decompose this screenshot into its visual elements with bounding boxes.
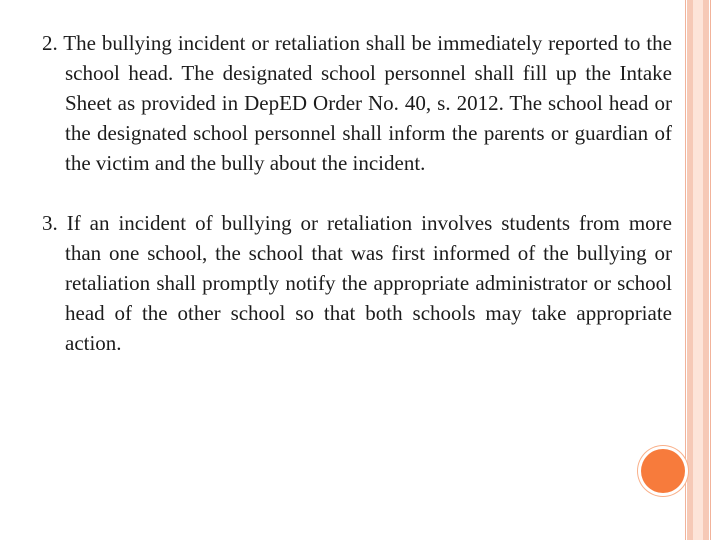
paragraph-item-2: 2. The bullying incident or retaliation shall be immediately reported to the school head. The designated school personnel shall fill up the Intake Sheet as provided in DepED Order No. 40, s. 2012. The school head or the designated school personnel shall inform the parents or guardian of the victim and the bully about the incident. bbox=[42, 31, 672, 175]
decorative-circle bbox=[641, 449, 685, 493]
decorative-line bbox=[685, 0, 686, 540]
decorative-line bbox=[710, 0, 711, 540]
slide-body bbox=[42, 28, 672, 358]
decorative-band-inner bbox=[693, 0, 703, 540]
paragraph-item-3: 3. If an incident of bullying or retaliation involves students from more than one school, the school that was first informed of the bullying or retaliation shall promptly notify the appropriate administrator or school head of the other school so that both schools may take appropriate action. bbox=[42, 211, 672, 355]
